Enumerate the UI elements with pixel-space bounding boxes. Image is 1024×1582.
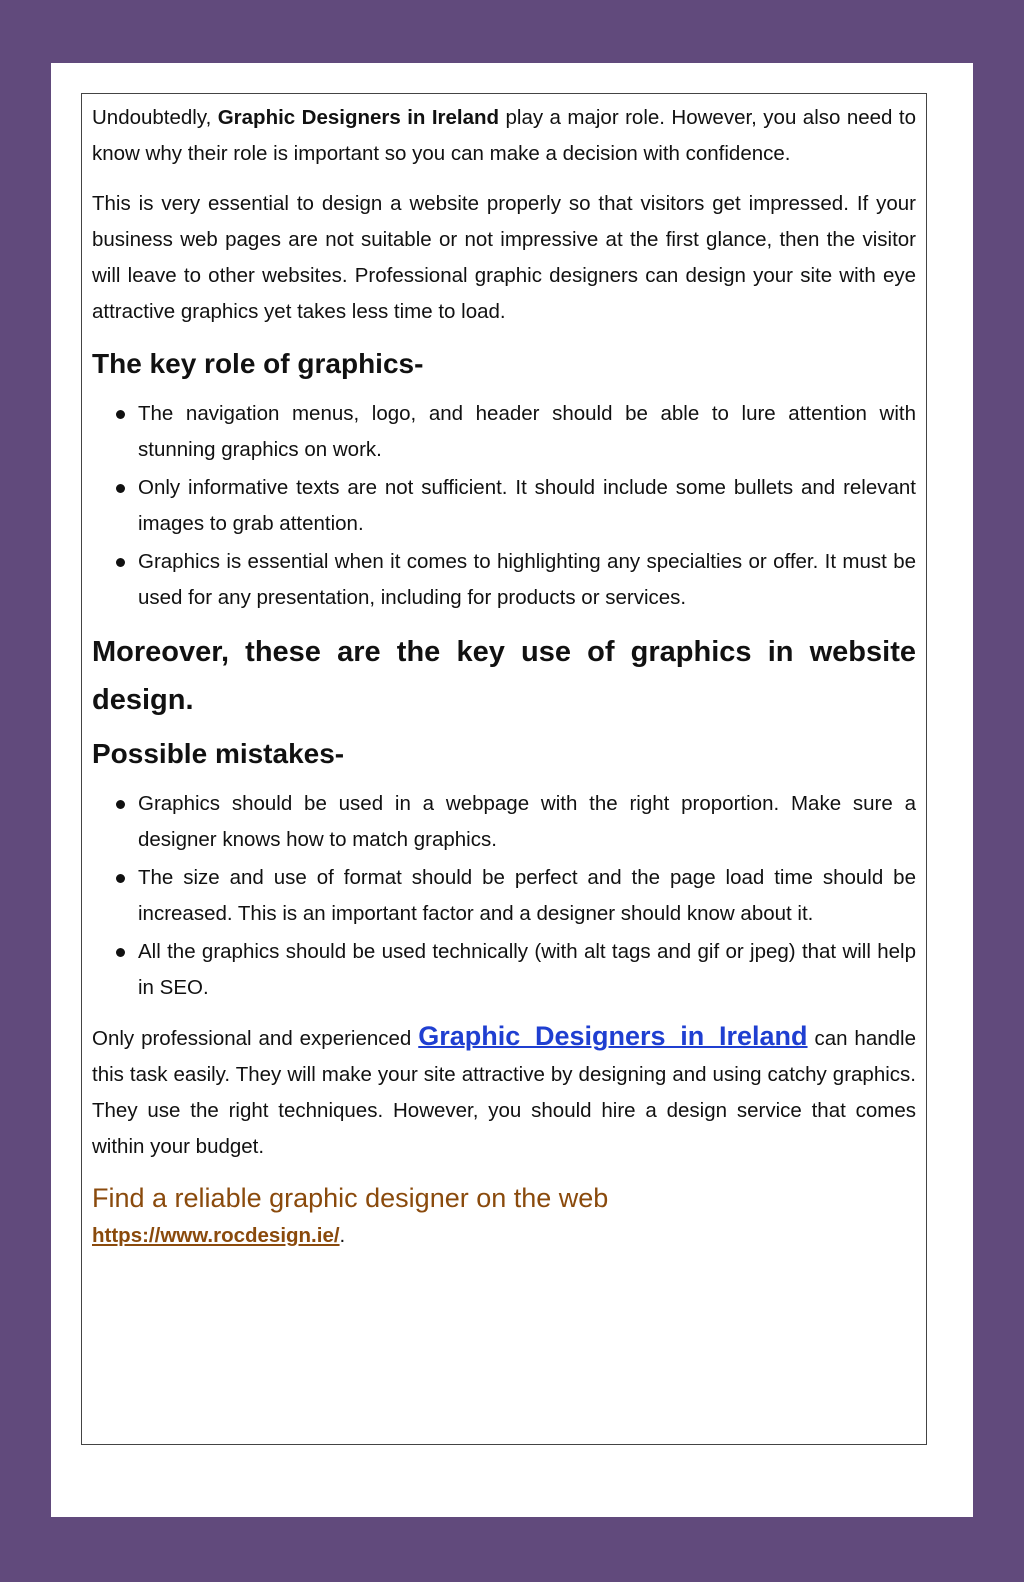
- bullet-icon: [116, 410, 125, 419]
- list-item-text: Graphics is essential when it comes to highlighting any specialties or offer. It must be used for any presentation, including for products or services.: [138, 550, 916, 609]
- list-item-text: Only informative texts are not sufficient. It should include some bullets and relevant images to grab attention.: [138, 476, 916, 535]
- mistakes-heading: Possible mistakes-: [92, 738, 345, 769]
- intro-text: Undoubtedly,: [92, 106, 218, 129]
- bullet-icon: [116, 874, 125, 883]
- cta-url-line: [92, 1221, 916, 1251]
- list-item-text: The navigation menus, logo, and header should be able to lure attention with stunning graphics on work.: [138, 402, 916, 461]
- list-item-text: Graphics should be used in a webpage with the right proportion. Make sure a designer knows how to match graphics.: [138, 792, 916, 851]
- list-item: [92, 786, 916, 858]
- closing-paragraph: [92, 1018, 916, 1165]
- mistakes-list: [92, 786, 916, 1006]
- list-item-text: All the graphics should be used technically (with alt tags and gif or jpeg) that will help in SEO.: [138, 940, 916, 999]
- closing-text-rest: can handle this task easily. They will make your site attractive by designing and using catchy graphics. They use the right techniques. However, you should hire a design service that comes within your budget.: [92, 1027, 916, 1158]
- closing-text: Only professional and experienced: [92, 1027, 419, 1050]
- rocdesign-link[interactable]: https://www.rocdesign.ie/: [92, 1224, 340, 1247]
- content-frame: [81, 93, 927, 1445]
- bullet-icon: [116, 484, 125, 493]
- bullet-icon: [116, 800, 125, 809]
- cta-heading: Find a reliable graphic designer on the web: [92, 1183, 609, 1213]
- list-item: [92, 396, 916, 468]
- intro-bold-keyword: Graphic Designers in Ireland: [217, 106, 500, 129]
- key-role-list: [92, 396, 916, 616]
- list-item: [92, 934, 916, 1006]
- bullet-icon: [116, 948, 125, 957]
- document-page: [51, 63, 973, 1517]
- bullet-icon: [116, 558, 125, 567]
- intro-paragraph-1: [92, 100, 916, 172]
- url-suffix: .: [339, 1224, 346, 1247]
- list-item: [92, 860, 916, 932]
- moreover-heading: Moreover, these are the key use of graphics in website design.: [92, 636, 916, 716]
- list-item: [92, 470, 916, 542]
- key-role-heading: The key role of graphics-: [92, 348, 424, 379]
- graphic-designers-link[interactable]: Graphic Designers in Ireland: [418, 1021, 808, 1051]
- intro-paragraph-2: This is very essential to design a website properly so that visitors get impressed. If your business web pages are not suitable or not impressive at the first glance, then the visitor will leave to other websites. Professional graphic designers can design your site with eye attractive graphics yet takes less time to load.: [92, 192, 916, 323]
- intro-text-rest: play a major role. However, you also need to know why their role is important so you can make a decision with confidence.: [92, 106, 916, 165]
- list-item: [92, 544, 916, 616]
- list-item-text: The size and use of format should be perfect and the page load time should be increased. This is an important factor and a designer should know about it.: [138, 866, 916, 925]
